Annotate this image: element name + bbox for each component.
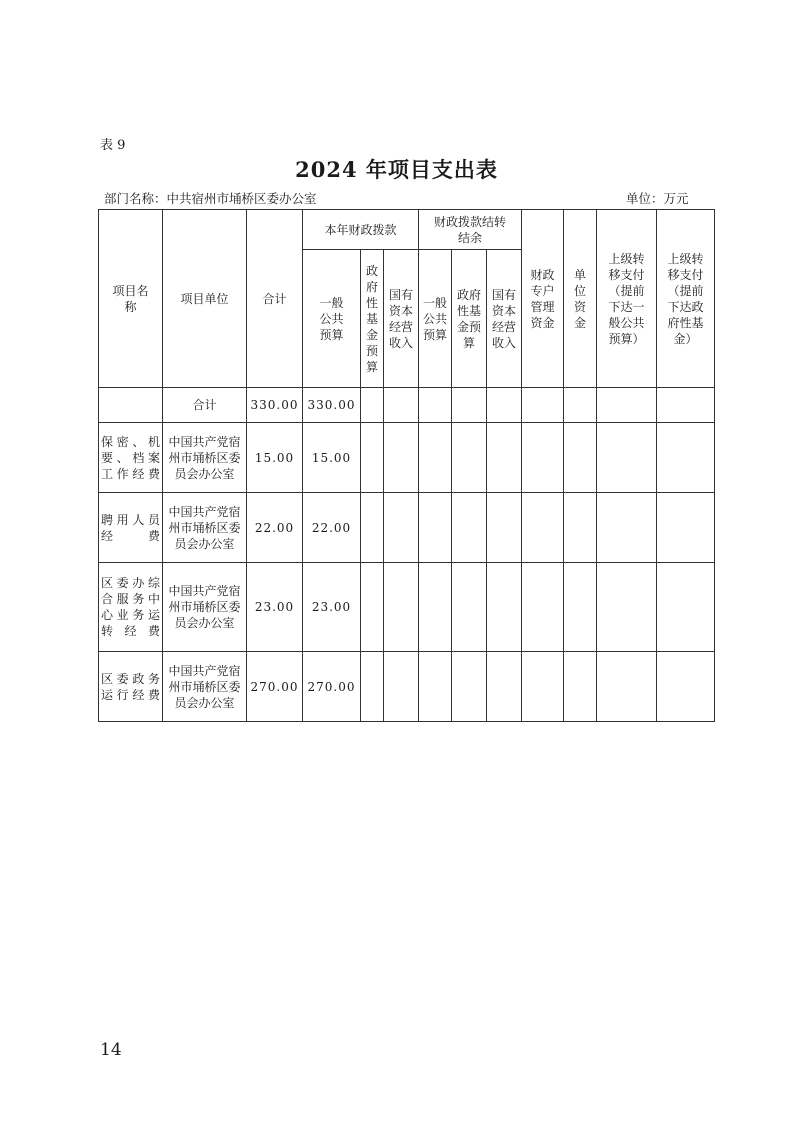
project-name: 聘用人员经费 [99,493,163,563]
department-name: 部门名称：中共宿州市埇桥区委办公室 [104,191,317,206]
table-row-total [99,388,715,423]
project-total: 22.00 [247,493,303,563]
project-unit: 中国共产党宿州市埇桥区委员会办公室 [163,493,247,563]
header-project-unit: 项目单位 [163,210,247,388]
project-total: 270.00 [247,652,303,722]
total-total: 330.00 [247,388,303,423]
header-general-budget: 一般公共预算 [303,250,361,388]
project-general-budget: 270.00 [303,652,361,722]
header-gov-fund: 政府性基金预算 [361,250,384,388]
table-row [99,652,715,722]
unit-label: 单位：万元 [626,191,689,206]
project-total: 23.00 [247,563,303,652]
project-name: 区委政务运行经费 [99,652,163,722]
header-state-capital: 国有资本经营收入 [384,250,419,388]
header-special-fund: 财政专户管理资金 [522,210,564,388]
header-carry-gov-fund: 政府性基金预算 [452,250,487,388]
header-current-year: 本年财政拨款 [303,210,419,250]
header-unit-fund: 单位资金 [564,210,597,388]
header-total: 合计 [247,210,303,388]
header-project-name: 项目名称 [99,210,163,388]
table-row [99,423,715,493]
project-general-budget: 22.00 [303,493,361,563]
page-number: 14 [100,1040,122,1060]
cell-empty [99,388,163,423]
project-general-budget: 23.00 [303,563,361,652]
project-name: 区委办综合服务中心业务运转经费 [99,563,163,652]
project-expenditure-table [98,209,715,722]
header-carryover: 财政拨款结转结余 [419,210,522,250]
project-unit: 中国共产党宿州市埇桥区委员会办公室 [163,423,247,493]
project-name: 保密、机要、档案工作经费 [99,423,163,493]
table-row [99,563,715,652]
project-general-budget: 15.00 [303,423,361,493]
project-unit: 中国共产党宿州市埇桥区委员会办公室 [163,563,247,652]
total-general-budget: 330.00 [303,388,361,423]
table-row [99,493,715,563]
page-title: 2024 年项目支出表 [295,157,498,182]
project-total: 15.00 [247,423,303,493]
header-carry-general-budget: 一般公共预算 [419,250,452,388]
table-label: 表 9 [100,138,126,153]
project-unit: 中国共产党宿州市埇桥区委员会办公室 [163,652,247,722]
total-label: 合计 [163,388,247,423]
header-transfer-general: 上级转移支付（提前下达一般公共预算） [597,210,657,388]
header-transfer-gov-fund: 上级转移支付（提前下达政府性基金） [657,210,715,388]
header-carry-state-capital: 国有资本经营收入 [487,250,522,388]
